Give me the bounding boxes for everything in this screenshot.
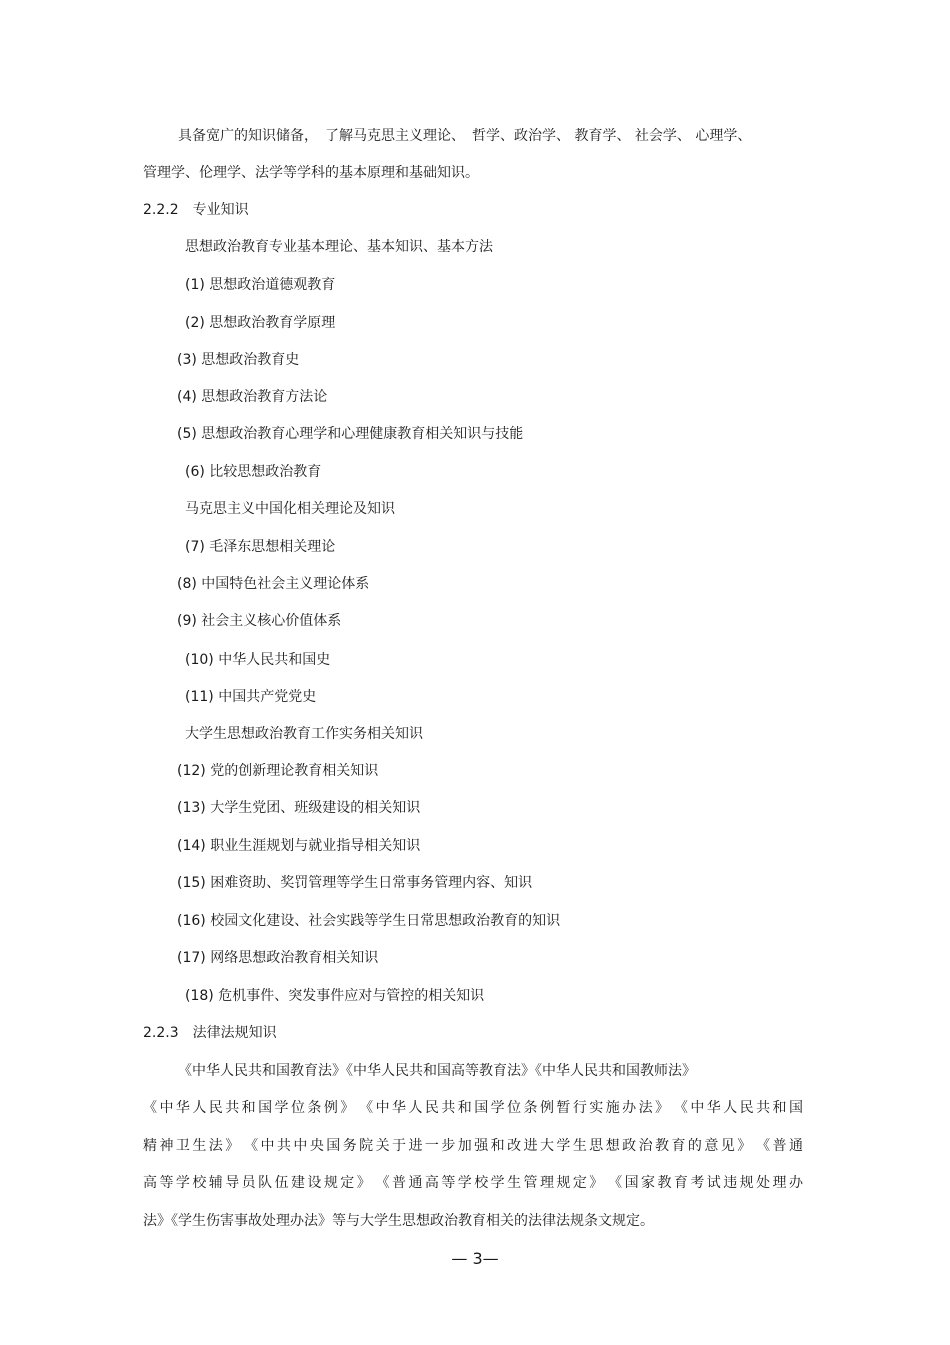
- law-list-line: 《中华人民共和国学位条例》 《中华人民共和国学位条例暂行实施办法》 《中华人民共和国: [143, 1100, 803, 1116]
- law-list-line: 高等学校辅导员队伍建设规定》 《普通高等学校学生管理规定》 《国家教育考试违规处理办: [143, 1175, 803, 1191]
- list-item: (4) 思想政治教育方法论: [177, 389, 328, 405]
- list-item: (15) 困难资助、奖罚管理等学生日常事务管理内容、知识: [177, 875, 533, 891]
- list-item: (1) 思想政治道德观教育: [185, 277, 336, 293]
- list-item: (6) 比较思想政治教育: [185, 464, 322, 480]
- page-number: — 3—: [451, 1249, 499, 1268]
- law-list-line: 精神卫生法》 《中共中央国务院关于进一步加强和改进大学生思想政治教育的意见》 《普通: [143, 1138, 803, 1154]
- list-item: (7) 毛泽东思想相关理论: [185, 539, 336, 555]
- group-title-basic-theory: 思想政治教育专业基本理论、基本知识、基本方法: [185, 239, 493, 255]
- list-item: (2) 思想政治教育学原理: [185, 315, 336, 331]
- list-item: (18) 危机事件、突发事件应对与管控的相关知识: [185, 988, 485, 1004]
- list-item: (14) 职业生涯规划与就业指导相关知识: [177, 838, 421, 854]
- list-item: (11) 中国共产党党史: [185, 689, 317, 705]
- list-item: (12) 党的创新理论教育相关知识: [177, 763, 379, 779]
- list-item: (13) 大学生党团、班级建设的相关知识: [177, 800, 421, 816]
- list-item: (9) 社会主义核心价值体系: [177, 613, 342, 629]
- section-heading-2-2-2: 2.2.2 专业知识: [143, 202, 249, 218]
- list-item: (10) 中华人民共和国史: [185, 652, 331, 668]
- group-title-marxism-sinicization: 马克思主义中国化相关理论及知识: [185, 501, 395, 517]
- intro-line-1: 具备宽广的知识储备， 了解马克思主义理论、 哲学、政治学、 教育学、 社会学、 心理学、: [178, 128, 752, 144]
- list-item: (3) 思想政治教育史: [177, 352, 300, 368]
- list-item: (8) 中国特色社会主义理论体系: [177, 576, 370, 592]
- list-item: (17) 网络思想政治教育相关知识: [177, 950, 379, 966]
- law-list-line: 法》《学生伤害事故处理办法》等与大学生思想政治教育相关的法律法规条文规定。: [143, 1213, 654, 1229]
- law-list-line: 《中华人民共和国教育法》《中华人民共和国高等教育法》《中华人民共和国教师法》: [178, 1063, 696, 1079]
- section-heading-2-2-3: 2.2.3 法律法规知识: [143, 1025, 277, 1041]
- group-title-practical-work: 大学生思想政治教育工作实务相关知识: [185, 726, 423, 742]
- intro-line-2: 管理学、伦理学、法学等学科的基本原理和基础知识。: [143, 165, 479, 181]
- list-item: (5) 思想政治教育心理学和心理健康教育相关知识与技能: [177, 426, 524, 442]
- list-item: (16) 校园文化建设、社会实践等学生日常思想政治教育的知识: [177, 913, 561, 929]
